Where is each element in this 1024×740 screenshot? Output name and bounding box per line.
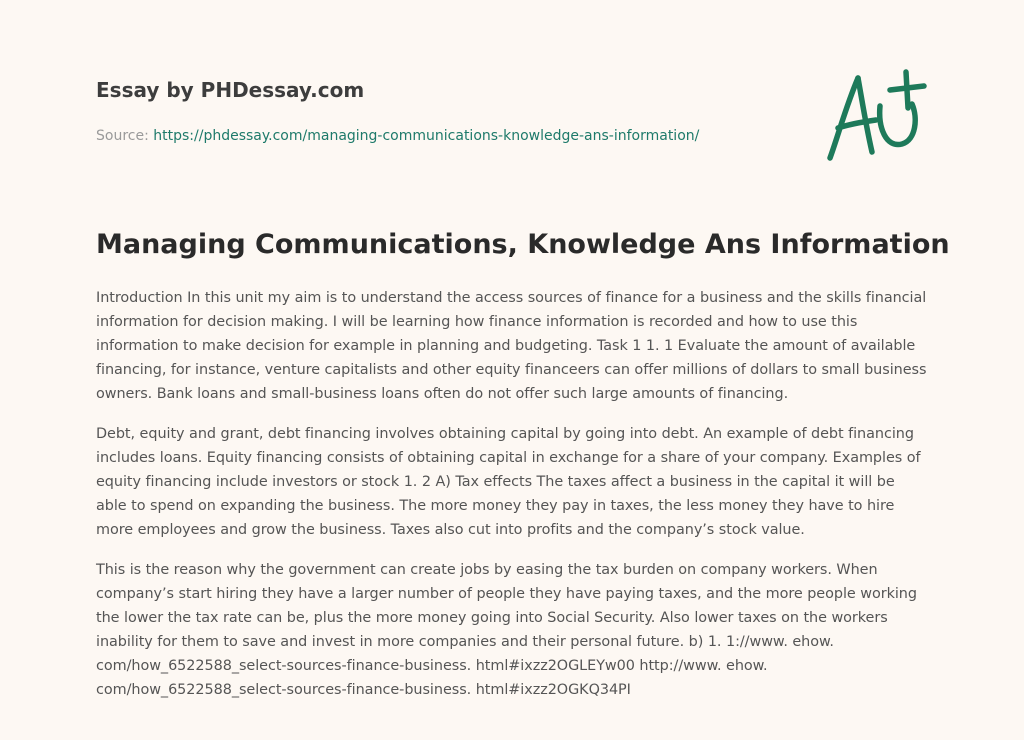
source-label: Source: bbox=[96, 128, 149, 144]
source-line bbox=[96, 126, 816, 146]
a-plus-grade-icon bbox=[820, 66, 930, 166]
paragraph: Introduction In this unit my aim is to understand the access sources of finance for a business and the skills financial information for decision making. I will be learning how finance information is recorded and how to use this information to make decision for example in planning and budgeting. Task 1 1. 1 Evaluate the amount of available financing, for instance, venture capitalists and other equity financeers can offer millions of dollars to small business owners. Bank loans and small-business loans often do not offer such large amounts of financing. bbox=[96, 290, 927, 402]
paragraph: Debt, equity and grant, debt financing involves obtaining capital by going into debt. An example of debt financing includes loans. Equity financing consists of obtaining capital in exchange for a share of your company. Examples of equity financing include investors or stock 1. 2 A) Tax effects The taxes affect a business in the capital it will be able to spend on expanding the business. The more money they pay in taxes, the less money they have to hire more employees and grow the business. Taxes also cut into profits and the company’s stock value. bbox=[96, 426, 921, 538]
article-body bbox=[96, 286, 928, 718]
source-link[interactable]: https://phdessay.com/managing-communications-knowledge-ans-information/ bbox=[153, 128, 700, 144]
page-header bbox=[96, 76, 816, 146]
paragraph: This is the reason why the government can create jobs by easing the tax burden on company workers. When company’s start hiring they have a larger number of people they have paying taxes, and the more people working the lower the tax rate can be, plus the more money going into Social Security. Also lower taxes on the workers inability for them to save and invest in more companies and their personal future. b) 1. 1://www. ehow. com/how_6522588_select-sources-finance-business. html#ixzz2OGLEYw00 http://www. ehow. com/how_6522588_select-sources-finance-business. html#ixzz2OGKQ34PI bbox=[96, 562, 917, 698]
site-title: Essay by PHDessay.com bbox=[96, 78, 365, 102]
article-title: Managing Communications, Knowledge Ans Information bbox=[96, 229, 950, 260]
